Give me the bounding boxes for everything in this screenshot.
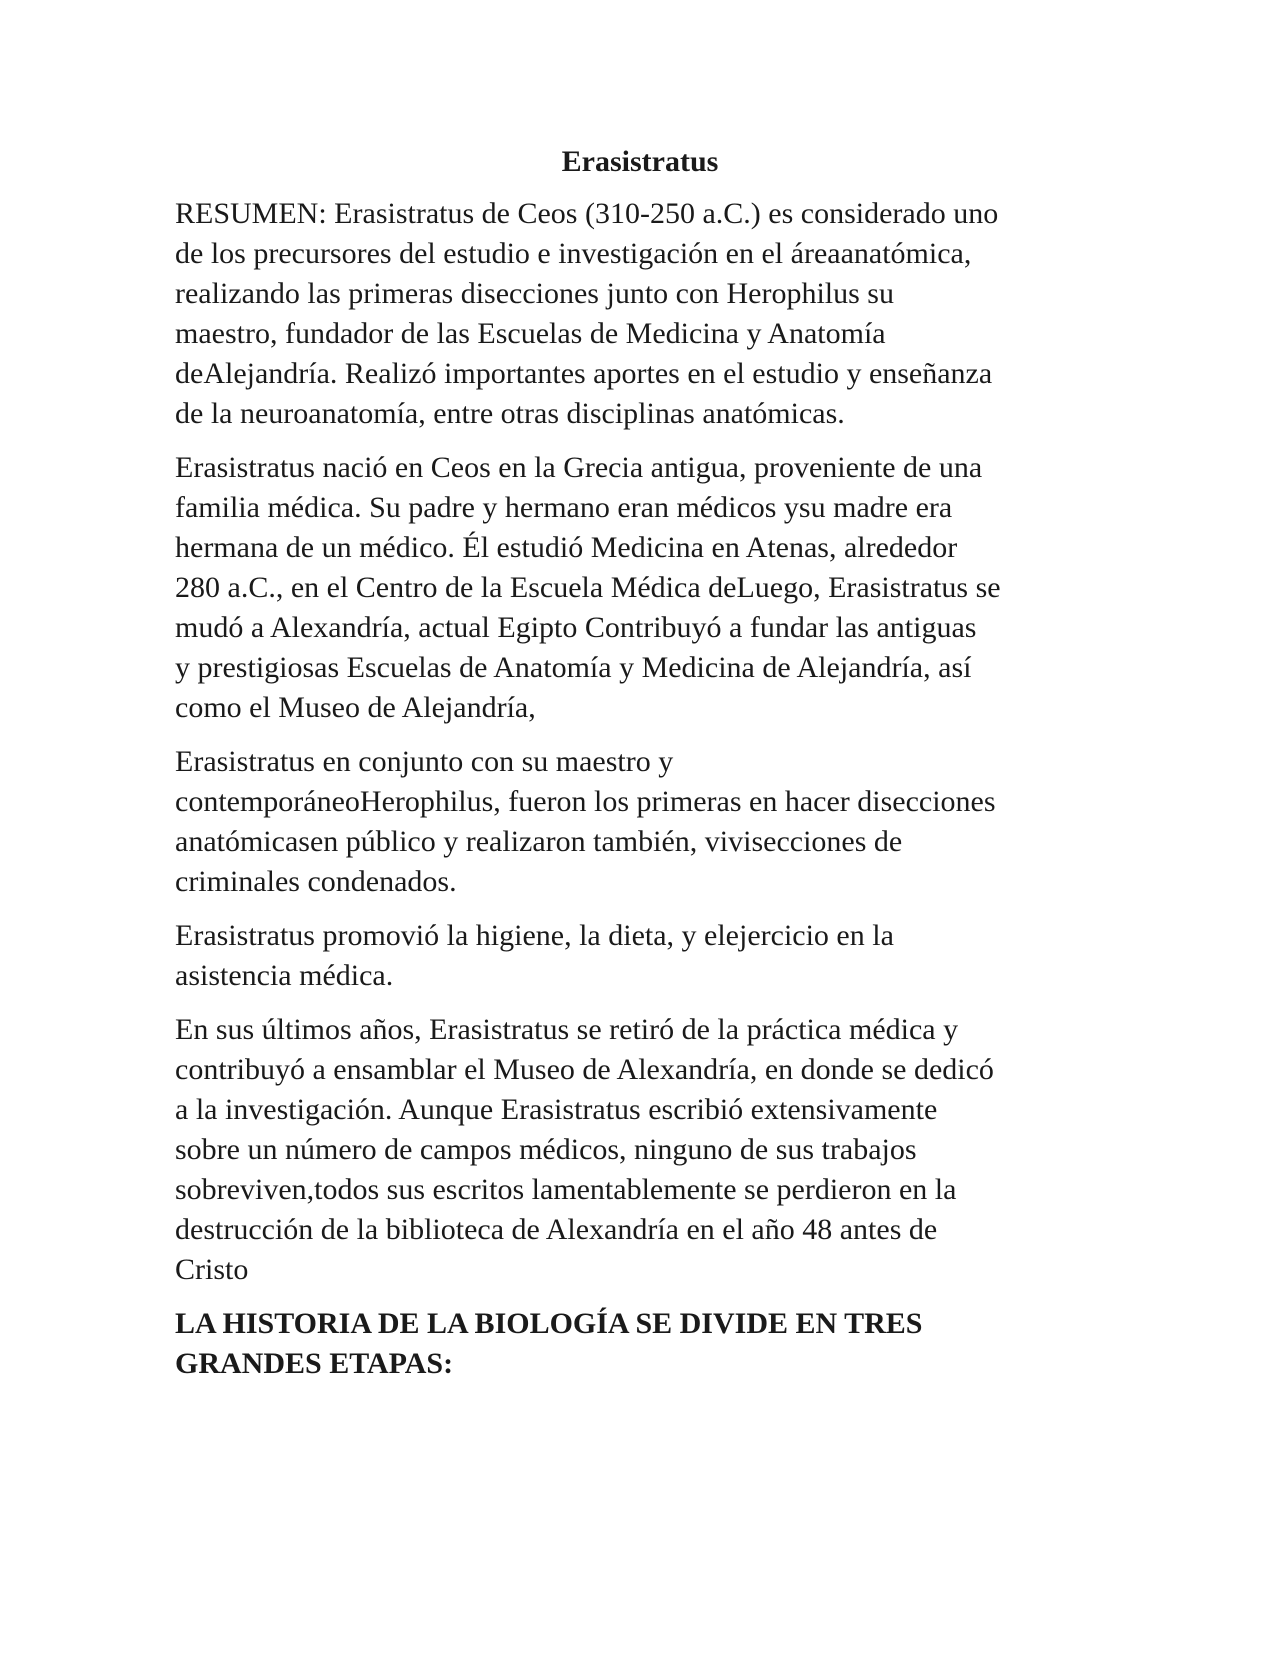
paragraph-1: [175, 194, 1105, 434]
paragraph-line: sobreviven,todos sus escritos lamentablemente se perdieron en la: [175, 1173, 957, 1206]
paragraph-line: a la investigación. Aunque Erasistratus escribió extensivamente: [175, 1093, 938, 1126]
section-heading-line: LA HISTORIA DE LA BIOLOGÍA SE DIVIDE EN TRES: [175, 1307, 923, 1340]
paragraph-line: Erasistratus en conjunto con su maestro y: [175, 745, 674, 778]
paragraph-line: En sus últimos años, Erasistratus se retiró de la práctica médica y: [175, 1013, 959, 1046]
paragraph-line: asistencia médica.: [175, 959, 394, 992]
paragraph-line: contribuyó a ensamblar el Museo de Alexandría, en donde se dedicó: [175, 1053, 994, 1086]
section-heading: [175, 1304, 1105, 1384]
document-title: Erasistratus: [561, 145, 719, 178]
paragraph-3: [175, 742, 1105, 902]
paragraph-line: como el Museo de Alejandría,: [175, 691, 536, 724]
paragraph-line: sobre un número de campos médicos, ninguno de sus trabajos: [175, 1133, 917, 1166]
paragraph-line: destrucción de la biblioteca de Alexandría en el año 48 antes de: [175, 1213, 938, 1246]
paragraph-line: Erasistratus promovió la higiene, la dieta, y elejercicio en la: [175, 919, 894, 952]
paragraph-line: y prestigiosas Escuelas de Anatomía y Medicina de Alejandría, así: [175, 651, 972, 684]
paragraph-line: familia médica. Su padre y hermano eran médicos ysu madre era: [175, 491, 953, 524]
paragraph-line: mudó a Alexandría, actual Egipto Contribuyó a fundar las antiguas: [175, 611, 977, 644]
paragraph-line: de la neuroanatomía, entre otras disciplinas anatómicas.: [175, 397, 845, 430]
paragraph-line: hermana de un médico. Él estudió Medicina en Atenas, alrededor: [175, 531, 958, 564]
paragraph-line: RESUMEN: Erasistratus de Ceos (310-250 a.C.) es considerado uno: [175, 197, 999, 230]
paragraph-line: de los precursores del estudio e investigación en el áreaanatómica,: [175, 237, 972, 270]
paragraphs-container: [175, 194, 1105, 1290]
paragraph-line: maestro, fundador de las Escuelas de Medicina y Anatomía: [175, 317, 886, 350]
paragraph-line: Erasistratus nació en Ceos en la Grecia antigua, proveniente de una: [175, 451, 983, 484]
paragraph-line: 280 a.C., en el Centro de la Escuela Médica deLuego, Erasistratus se: [175, 571, 1001, 604]
document-body: [175, 142, 1105, 1384]
paragraph-4: [175, 916, 1105, 996]
paragraph-line: anatómicasen público y realizaron también, vivisecciones de: [175, 825, 903, 858]
paragraph-5: [175, 1010, 1105, 1290]
paragraph-line: contemporáneoHerophilus, fueron los primeras en hacer disecciones: [175, 785, 996, 818]
section-heading-line: GRANDES ETAPAS:: [175, 1347, 454, 1380]
paragraph-line: Cristo: [175, 1253, 249, 1286]
paragraph-line: realizando las primeras disecciones junto con Herophilus su: [175, 277, 894, 310]
paragraph-line: deAlejandría. Realizó importantes aportes en el estudio y enseñanza: [175, 357, 993, 390]
paragraph-line: criminales condenados.: [175, 865, 457, 898]
paragraph-2: [175, 448, 1105, 728]
